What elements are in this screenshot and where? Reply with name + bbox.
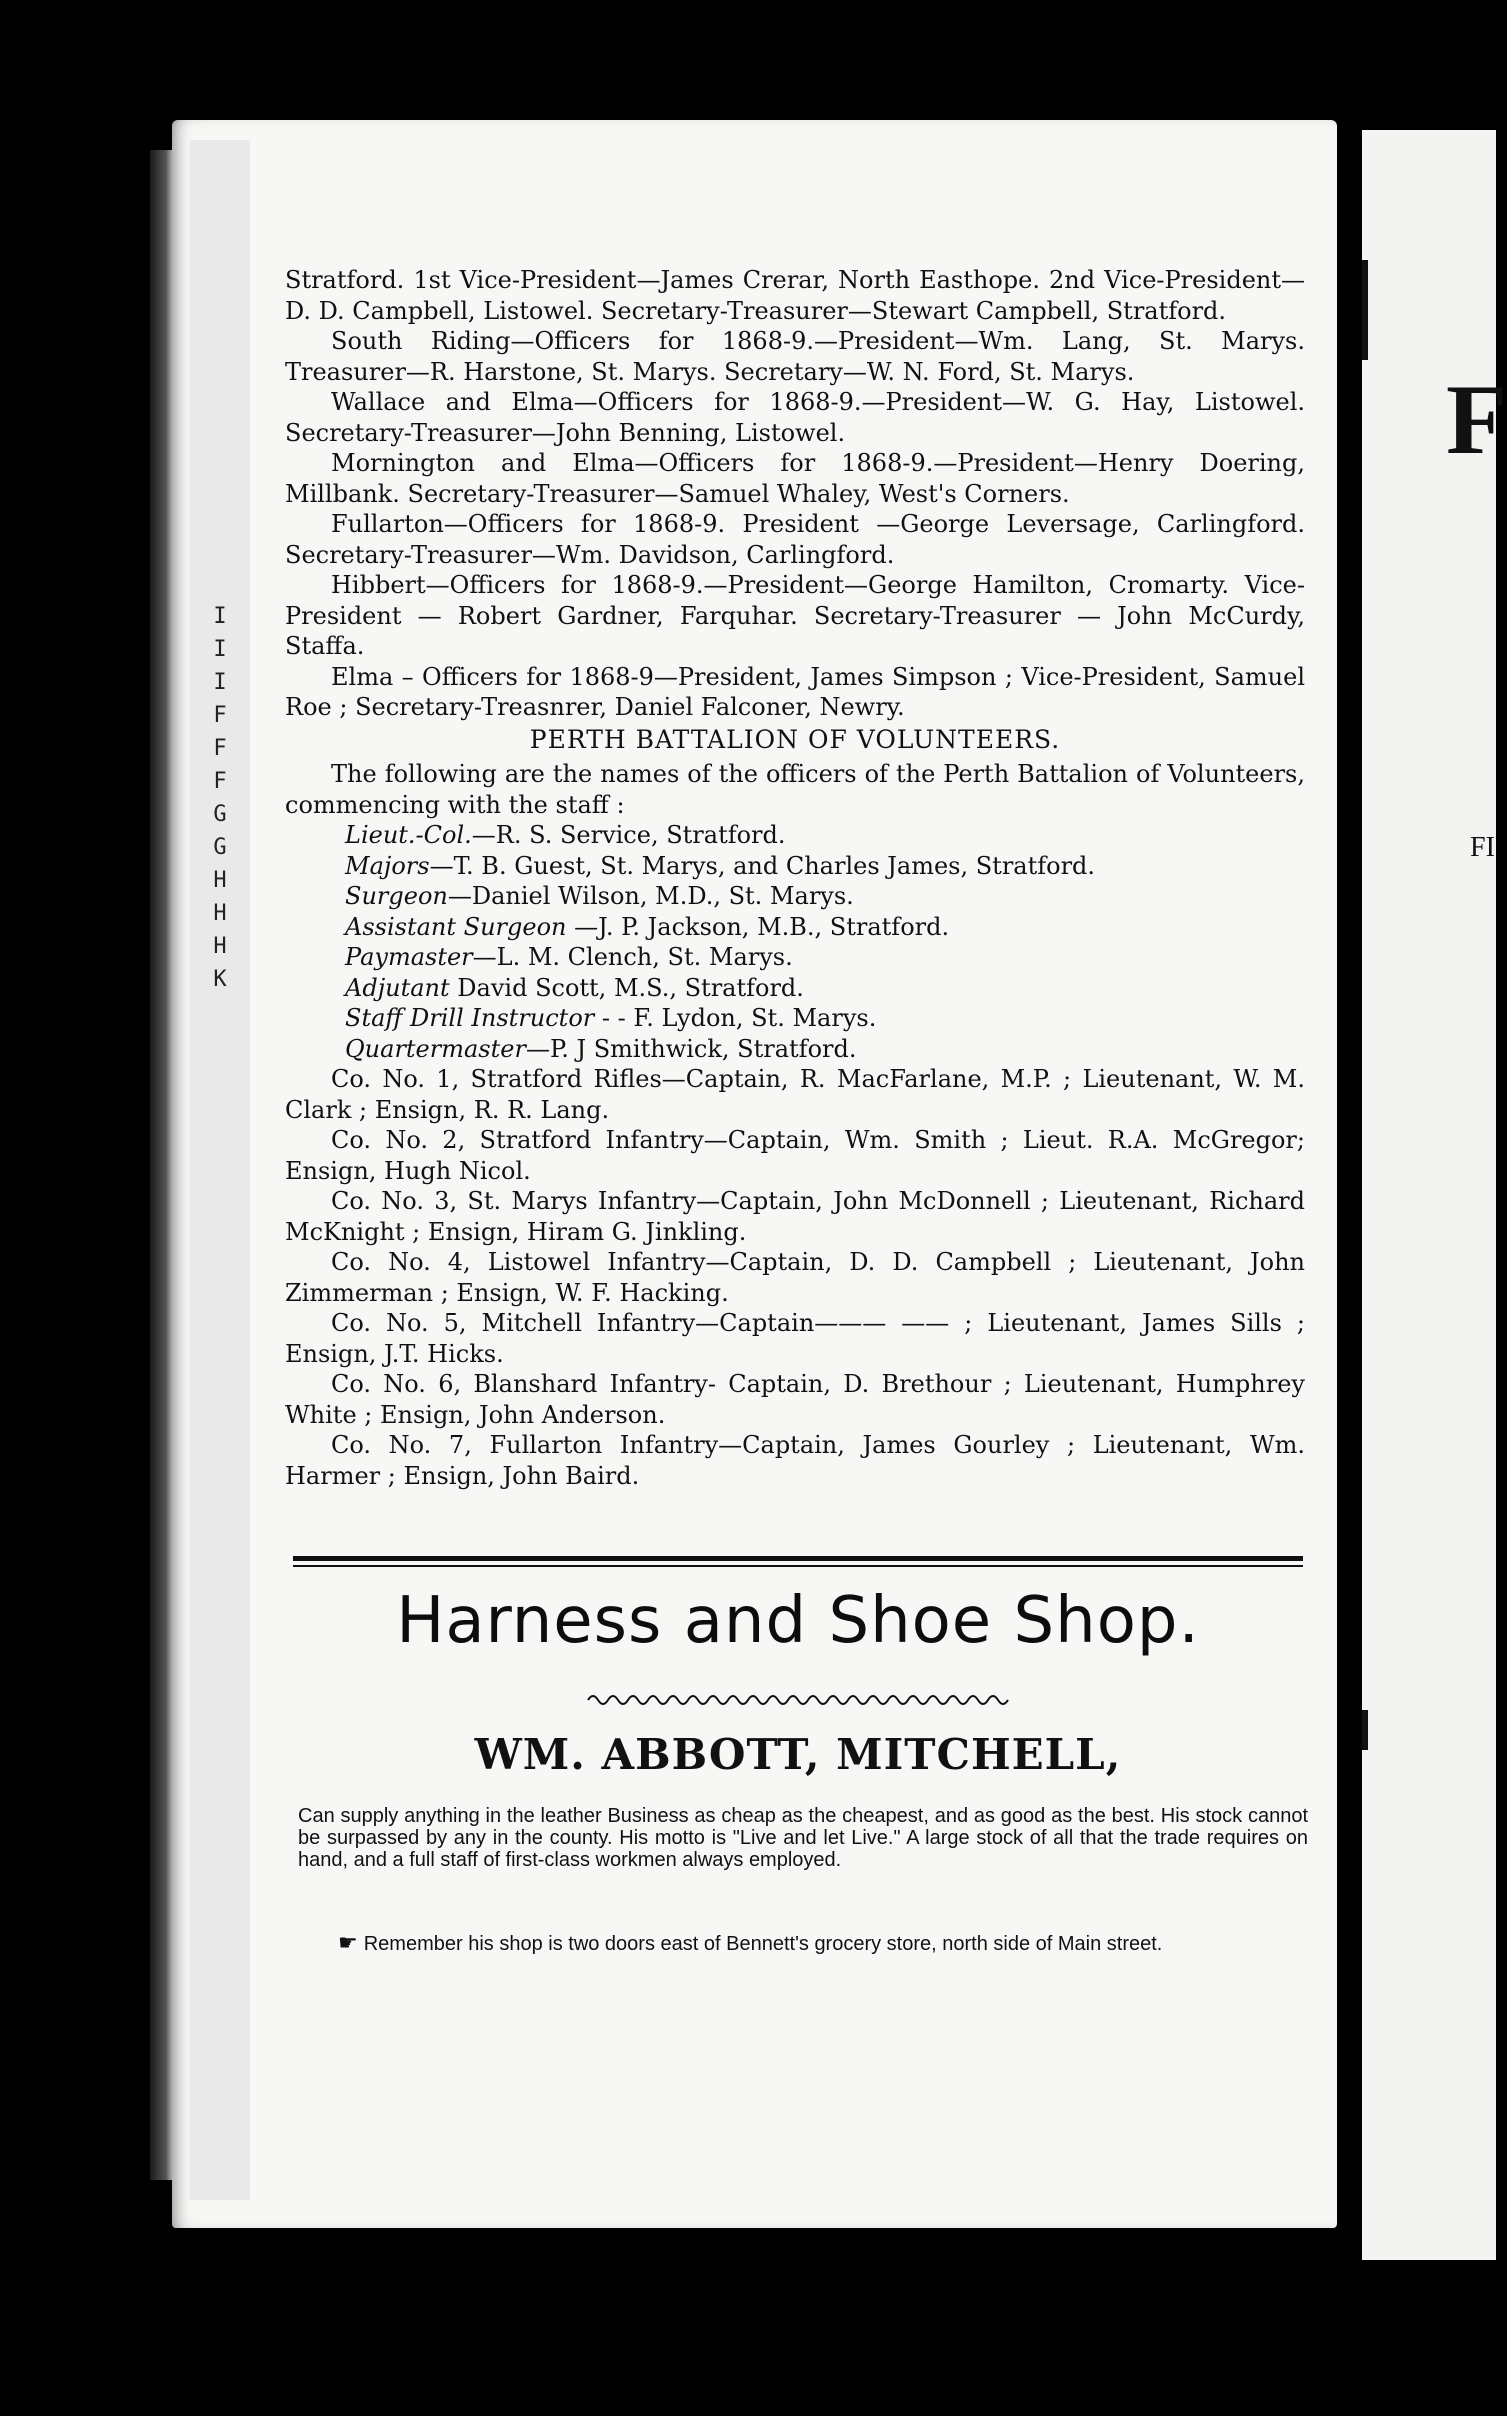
margin-mark	[1362, 260, 1368, 310]
staff-entry	[285, 881, 1305, 912]
staff-name: —J. P. Jackson, M.B., Stratford.	[566, 912, 950, 941]
staff-name: - - F. Lydon, St. Marys.	[594, 1004, 877, 1032]
staff-entry	[285, 1034, 1305, 1065]
staff-name: —Daniel Wilson, M.D., St. Marys.	[447, 882, 854, 910]
staff-role: Quartermaster	[345, 1034, 526, 1063]
staff-entry	[285, 912, 1305, 943]
margin-mark	[1362, 1710, 1368, 1750]
next-page-edge	[1362, 130, 1507, 2260]
staff-name: David Scott, M.S., Stratford.	[449, 973, 804, 1002]
society-paragraph: Hibbert—Officers for 1868-9.—President—George Hamilton, Cromarty. Vice-President — Robert Gardner, Farquhar. Secretary-Treasurer — John McCurdy, Staffa.	[285, 571, 1305, 660]
staff-entry	[285, 973, 1305, 1004]
staff-entry	[285, 942, 1305, 973]
company-entry: Co. No. 7, Fullarton Infantry—Captain, James Gourley ; Lieutenant, Wm. Harmer ; Ensign, John Baird.	[285, 1431, 1305, 1490]
battalion-heading: PERTH BATTALION OF VOLUNTEERS.	[529, 724, 1061, 754]
staff-role: Majors	[345, 851, 430, 880]
advert-note-text: Remember his shop is two doors east of Bennett's grocery store, north side of Main street.	[363, 1933, 1163, 1955]
staff-entry	[285, 851, 1305, 882]
staff-role: Paymaster	[345, 943, 473, 971]
divider-thin-rule	[293, 1565, 1303, 1567]
society-paragraph: South Riding—Officers for 1868-9.—President—Wm. Lang, St. Marys. Treasurer—R. Harstone, St. Marys. Secretary—W. N. Ford, St. Marys.	[285, 327, 1305, 386]
society-paragraph: Mornington and Elma—Officers for 1868-9.—President—Henry Doering, Millbank. Secretary-Treasurer—Samuel Whaley, West's Corners.	[285, 449, 1305, 508]
next-page-subheading: FI	[1470, 832, 1495, 863]
society-paragraph: Elma – Officers for 1868-9—President, James Simpson ; Vice-President, Samuel Roe ; Secretary-Treasnrer, Daniel Falconer, Newry.	[285, 662, 1305, 721]
society-paragraph: Stratford. 1st Vice-President—James Crerar, North Easthope. 2nd Vice-President—D. D. Campbell, Listowel. Secretary-Treasurer—Stewart Campbell, Stratford.	[285, 266, 1305, 325]
next-page-heading-letter: F	[1446, 364, 1507, 475]
margin-mark	[1362, 310, 1368, 360]
divider-thick-rule	[293, 1556, 1303, 1561]
company-entry: Co. No. 5, Mitchell Infantry—Captain——— —— ; Lieutenant, James Sills ; Ensign, J.T. Hicks.	[285, 1309, 1305, 1368]
staff-name: —T. B. Guest, St. Marys, and Charles James, Stratford.	[429, 851, 1096, 880]
section-divider	[293, 1556, 1303, 1567]
company-entry: Co. No. 2, Stratford Infantry—Captain, Wm. Smith ; Lieut. R.A. McGregor; Ensign, Hugh Nicol.	[285, 1126, 1305, 1185]
staff-entry	[285, 1003, 1305, 1034]
staff-role: Assistant Surgeon	[345, 912, 567, 941]
facing-page-strip: I I I F F F G G H H H K	[190, 140, 250, 2200]
pointing-hand-icon: ☛	[338, 1930, 358, 1955]
staff-role: Lieut.-Col.	[345, 821, 472, 849]
advert-title: Harness and Shoe Shop.	[396, 1584, 1200, 1658]
company-entry: Co. No. 6, Blanshard Infantry- Captain, D. Brethour ; Lieutenant, Humphrey White ; Ensign, John Anderson.	[285, 1370, 1305, 1429]
company-entry: Co. No. 4, Listowel Infantry—Captain, D. D. Campbell ; Lieutenant, John Zimmerman ; Ensign, W. F. Hacking.	[285, 1248, 1305, 1307]
advert-note	[298, 1932, 1308, 1955]
battalion-intro: The following are the names of the officers of the Perth Battalion of Volunteers, commencing with the staff :	[285, 760, 1305, 819]
company-entry: Co. No. 3, St. Marys Infantry—Captain, John McDonnell ; Lieutenant, Richard McKnight ; Ensign, Hiram G. Jinkling.	[285, 1187, 1305, 1246]
advert-proprietor: WM. ABBOTT, MITCHELL,	[474, 1730, 1122, 1779]
company-entry: Co. No. 1, Stratford Rifles—Captain, R. MacFarlane, M.P. ; Lieutenant, W. M. Clark ; Ensign, R. R. Lang.	[285, 1065, 1305, 1124]
staff-name: —R. S. Service, Stratford.	[471, 821, 786, 849]
advert-body: Can supply anything in the leather Business as cheap as the cheapest, and as good as the best. His stock cannot be surpassed by any in the county. His motto is "Live and let Live." A large stock of all that the trade requires on hand, and a full staff of first-class workmen always employed.	[298, 1805, 1308, 1871]
staff-name: —L. M. Clench, St. Marys.	[472, 943, 793, 971]
staff-entry	[285, 820, 1305, 851]
staff-role: Staff Drill Instructor	[345, 1004, 595, 1032]
society-paragraph: Wallace and Elma—Officers for 1868-9.—President—W. G. Hay, Listowel. Secretary-Treasurer—John Benning, Listowel.	[285, 388, 1305, 447]
wavy-ornament	[588, 1690, 1008, 1710]
society-paragraph: Fullarton—Officers for 1868-9. President —George Leversage, Carlingford. Secretary-Treasurer—Wm. Davidson, Carlingford.	[285, 510, 1305, 569]
staff-role: Surgeon	[345, 882, 448, 910]
officer-listing	[285, 265, 1305, 1491]
staff-name: —P. J Smithwick, Stratford.	[525, 1034, 857, 1063]
staff-role: Adjutant	[345, 973, 450, 1002]
